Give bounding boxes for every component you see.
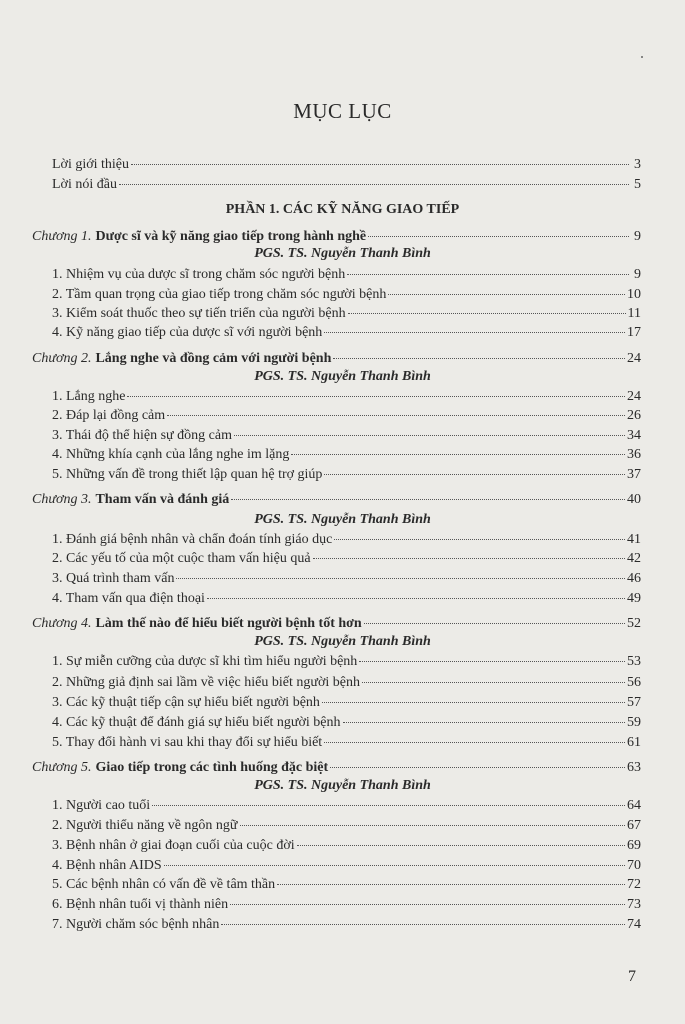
toc-entry-page: 57 [627, 695, 641, 710]
toc-entry [52, 674, 641, 692]
dot-leader [324, 474, 625, 475]
toc-entry [52, 653, 641, 671]
toc-entry [52, 446, 641, 464]
toc-entry-page: 67 [627, 818, 641, 833]
toc-entry-label: 5. Thay đổi hành vi sau khi thay đổi sự hiểu biết [52, 735, 323, 750]
toc-entry [52, 570, 641, 588]
toc-entry-label: 4. Bệnh nhân AIDS [52, 858, 162, 873]
toc-entry-page: 5 [634, 177, 641, 192]
toc-entry-label: 2. Tầm quan trọng của giao tiếp trong chăm sóc người bệnh [52, 287, 387, 302]
chapter-title: Giao tiếp trong các tình huống đặc biệt [95, 760, 329, 775]
toc-entry [52, 407, 641, 425]
chapter-page: 9 [634, 229, 641, 244]
toc-entry-page: 37 [627, 467, 641, 482]
chapter-title: Tham vấn và đánh giá [95, 492, 230, 507]
dot-leader [324, 742, 625, 743]
toc-entry-label: 5. Các bệnh nhân có vấn đề về tâm thần [52, 877, 276, 892]
dot-leader [277, 884, 625, 885]
toc-entry-label: 5. Những vấn đề trong thiết lập quan hệ trợ giúp [52, 467, 323, 482]
page-title: MỤC LỤC [293, 99, 392, 123]
chapter-number: Chương 3. [32, 492, 92, 507]
chapter-heading [32, 491, 641, 509]
toc-entry-page: 56 [627, 675, 641, 690]
toc-entry-page: 49 [627, 591, 641, 606]
toc-entry-label: 3. Các kỹ thuật tiếp cận sự hiểu biết người bệnh [52, 695, 320, 710]
dot-leader [359, 661, 625, 662]
dot-leader [322, 702, 625, 703]
toc-entry-label: 3. Bệnh nhân ở giai đoạn cuối của cuộc đời [52, 838, 295, 853]
toc-entry [52, 388, 641, 406]
dot-leader [291, 454, 625, 455]
toc-entry [52, 266, 641, 284]
chapter-heading [32, 350, 641, 368]
toc-entry-label: 2. Các yếu tố của một cuộc tham vấn hiệu quả [52, 551, 311, 566]
page-number: 7 [628, 968, 636, 985]
chapter-title: Dược sĩ và kỹ năng giao tiếp trong hành nghề [95, 229, 367, 244]
chapter-number: Chương 4. [32, 616, 92, 631]
toc-entry [52, 156, 641, 174]
dot-leader [364, 623, 625, 624]
toc-entry [52, 916, 641, 934]
toc-entry [52, 286, 641, 304]
dot-leader [131, 164, 629, 165]
chapter-page: 52 [627, 616, 641, 631]
dot-leader [176, 578, 625, 579]
toc-entry-label: 1. Sự miễn cưỡng của dược sĩ khi tìm hiểu người bệnh [52, 654, 358, 669]
page-speck [641, 56, 643, 58]
toc-entry-page: 74 [627, 917, 641, 932]
toc-entry-page: 42 [627, 551, 641, 566]
toc-entry-label: 4. Các kỹ thuật để đánh giá sự hiểu biết người bệnh [52, 715, 341, 730]
chapter-heading [32, 228, 641, 246]
toc-entry-page: 61 [627, 735, 641, 750]
toc-entry [52, 694, 641, 712]
toc-entry-label: 2. Những giả định sai lầm về việc hiểu biết người bệnh [52, 675, 360, 690]
toc-entry-label: Lời nói đầu [52, 177, 117, 192]
toc-entry-page: 17 [627, 325, 641, 340]
dot-leader [119, 184, 629, 185]
toc-entry-label: 1. Người cao tuổi [52, 798, 151, 813]
dot-leader [230, 904, 625, 905]
dot-leader [221, 924, 625, 925]
toc-entry-label: 3. Quá trình tham vấn [52, 571, 175, 586]
toc-entry [52, 427, 641, 445]
toc-entry-page: 73 [627, 897, 641, 912]
dot-leader [324, 332, 625, 333]
toc-entry-page: 72 [627, 877, 641, 892]
toc-entry-page: 64 [627, 798, 641, 813]
toc-entry-label: 6. Bệnh nhân tuổi vị thành niên [52, 897, 229, 912]
dot-leader [348, 313, 626, 314]
toc-entry-label: 4. Những khía cạnh của lắng nghe im lặng [52, 447, 290, 462]
toc-entry-label: 3. Thái độ thể hiện sự đồng cảm [52, 428, 232, 443]
toc-entry-page: 11 [627, 306, 641, 321]
toc-entry [52, 176, 641, 194]
dot-leader [240, 825, 626, 826]
toc-entry [52, 734, 641, 752]
dot-leader [164, 865, 625, 866]
toc-entry-page: 53 [627, 654, 641, 669]
dot-leader [207, 598, 625, 599]
toc-entry-label: 1. Đánh giá bệnh nhân và chẩn đoán tính giáo dục [52, 532, 333, 547]
dot-leader [347, 274, 629, 275]
toc-entry [52, 550, 641, 568]
part-heading: PHẦN 1. CÁC KỸ NĂNG GIAO TIẾP [225, 202, 460, 217]
toc-entry-label: 4. Tham vấn qua điện thoại [52, 591, 205, 606]
toc-entry [52, 531, 641, 549]
dot-leader [368, 236, 629, 237]
chapter-author: PGS. TS. Nguyễn Thanh Bình [254, 246, 431, 261]
dot-leader [343, 722, 625, 723]
toc-entry-page: 24 [627, 389, 641, 404]
dot-leader [297, 845, 625, 846]
chapter-page: 40 [627, 492, 641, 507]
chapter-author: PGS. TS. Nguyễn Thanh Bình [254, 634, 431, 649]
dot-leader [167, 415, 625, 416]
chapter-title: Làm thế nào để hiểu biết người bệnh tốt hơn [95, 616, 362, 631]
toc-entry-page: 34 [627, 428, 641, 443]
chapter-number: Chương 5. [32, 760, 92, 775]
toc-entry-label: 3. Kiểm soát thuốc theo sự tiến triển của người bệnh [52, 306, 346, 321]
toc-entry [52, 305, 641, 323]
toc-entry [52, 817, 641, 835]
dot-leader [234, 435, 625, 436]
chapter-author: PGS. TS. Nguyễn Thanh Bình [254, 369, 431, 384]
dot-leader [152, 805, 625, 806]
toc-entry-page: 26 [627, 408, 641, 423]
toc-entry-label: 7. Người chăm sóc bệnh nhân [52, 917, 220, 932]
toc-entry [52, 857, 641, 875]
toc-entry-page: 3 [634, 157, 641, 172]
toc-entry-page: 9 [634, 267, 641, 282]
toc-entry-page: 59 [627, 715, 641, 730]
chapter-author: PGS. TS. Nguyễn Thanh Bình [254, 512, 431, 527]
toc-entry-page: 41 [627, 532, 641, 547]
chapter-page: 24 [627, 351, 641, 366]
chapter-author: PGS. TS. Nguyễn Thanh Bình [254, 778, 431, 793]
toc-entry-page: 70 [627, 858, 641, 873]
dot-leader [388, 294, 625, 295]
toc-entry-page: 46 [627, 571, 641, 586]
dot-leader [333, 358, 625, 359]
chapter-page: 63 [627, 760, 641, 775]
toc-entry-page: 69 [627, 838, 641, 853]
dot-leader [330, 767, 625, 768]
toc-entry [52, 324, 641, 342]
toc-entry [52, 714, 641, 732]
toc-entry-page: 36 [627, 447, 641, 462]
chapter-heading [32, 615, 641, 633]
chapter-number: Chương 1. [32, 229, 92, 244]
toc-entry [52, 590, 641, 608]
chapter-number: Chương 2. [32, 351, 92, 366]
dot-leader [362, 682, 625, 683]
toc-entry-label: 2. Người thiểu năng về ngôn ngữ [52, 818, 238, 833]
toc-entry-label: 1. Nhiệm vụ của dược sĩ trong chăm sóc người bệnh [52, 267, 346, 282]
chapter-heading [32, 759, 641, 777]
toc-entry-label: 1. Lắng nghe [52, 389, 126, 404]
toc-entry [52, 876, 641, 894]
toc-entry-page: 10 [627, 287, 641, 302]
dot-leader [313, 558, 625, 559]
toc-entry-label: 2. Đáp lại đồng cảm [52, 408, 166, 423]
dot-leader [334, 539, 625, 540]
dot-leader [127, 396, 625, 397]
toc-entry-label: Lời giới thiệu [52, 157, 130, 172]
chapter-title: Lắng nghe và đồng cảm với người bệnh [95, 351, 332, 366]
dot-leader [231, 499, 625, 500]
toc-entry [52, 466, 641, 484]
toc-entry [52, 837, 641, 855]
toc-entry-label: 4. Kỹ năng giao tiếp của dược sĩ với người bệnh [52, 325, 323, 340]
toc-entry [52, 797, 641, 815]
toc-entry [52, 896, 641, 914]
